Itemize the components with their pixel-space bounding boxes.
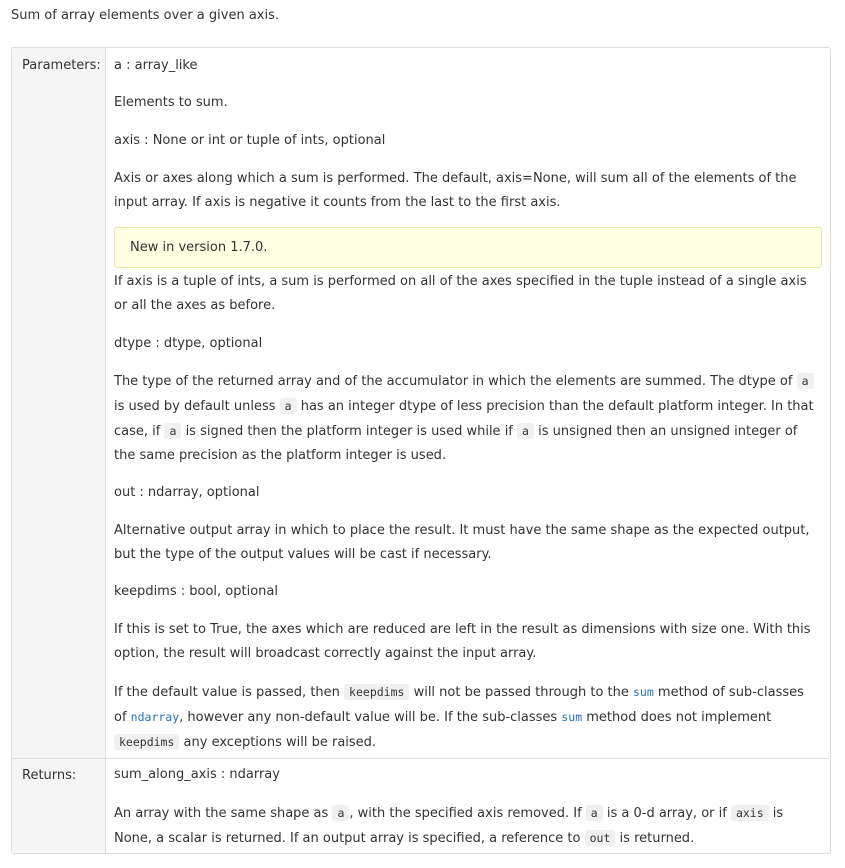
param-axis-signature: axis : None or int or tuple of ints, optional (114, 133, 386, 148)
parameters-label: Parameters: (22, 58, 101, 73)
row-divider (12, 758, 830, 759)
param-out-signature: out : ndarray, optional (114, 485, 260, 500)
param-axis-description-2: If axis is a tuple of ints, a sum is performed on all of the axes specified in the tuple instead of a single axis or all the axes as before. (114, 274, 807, 313)
param-a-signature: a : array_like (114, 58, 198, 73)
inline-code: axis (731, 805, 769, 821)
returns-description: An array with the same shape as a , with the specified axis removed. If a is a 0-d array, or if axis is None, a scalar is returned. If an output array is specified, a reference to out is returned. (114, 806, 784, 846)
inline-code: a (797, 373, 814, 389)
inline-code: keepdims (344, 684, 409, 700)
summary-text: Sum of array elements over a given axis. (11, 8, 280, 23)
sum-link[interactable]: sum (561, 710, 583, 724)
param-dtype-signature: dtype : dtype, optional (114, 336, 263, 351)
param-keepdims-description: If this is set to True, the axes which are reduced are left in the result as dimensions with size one. With this option, the result will broadcast correctly against the input array. (114, 622, 811, 661)
param-axis-description: Axis or axes along which a sum is performed. The default, axis=None, will sum all of the elements of the input array. If axis is negative it counts from the last to the first axis. (114, 171, 797, 210)
inline-code: a (517, 423, 534, 439)
inline-code: a (164, 423, 181, 439)
inline-code: out (585, 830, 616, 846)
ndarray-link[interactable]: ndarray (130, 710, 180, 724)
param-keepdims-signature: keepdims : bool, optional (114, 584, 278, 599)
param-out-description: Alternative output array in which to place the result. It must have the same shape as the expected output, but the type of the output values will be cast if necessary. (114, 523, 810, 562)
label-column (12, 48, 106, 853)
param-dtype-description: The type of the returned array and of the accumulator in which the elements are summed. The dtype of a is used by default unless a has an integer dtype of less precision than the default platform integer. In that case, if a is signed then the platform integer is used while if a is unsigned then an unsigned integer of the same precision as the platform integer is used. (114, 374, 814, 463)
returns-label: Returns: (22, 768, 77, 783)
inline-code: keepdims (114, 734, 179, 750)
param-a-description: Elements to sum. (114, 95, 228, 110)
inline-code: a (332, 805, 349, 821)
param-keepdims-description-2: If the default value is passed, then keepdims will not be passed through to the sum method of sub-classes of ndarray, however any non-default value will be. If the sub-classes sum method does not implement keepdims any exceptions will be raised. (114, 685, 804, 750)
version-note: New in version 1.7.0. (114, 227, 822, 268)
sum-link[interactable]: sum (633, 685, 654, 699)
inline-code: a (280, 398, 297, 414)
returns-signature: sum_along_axis : ndarray (114, 767, 280, 782)
inline-code: a (586, 805, 603, 821)
